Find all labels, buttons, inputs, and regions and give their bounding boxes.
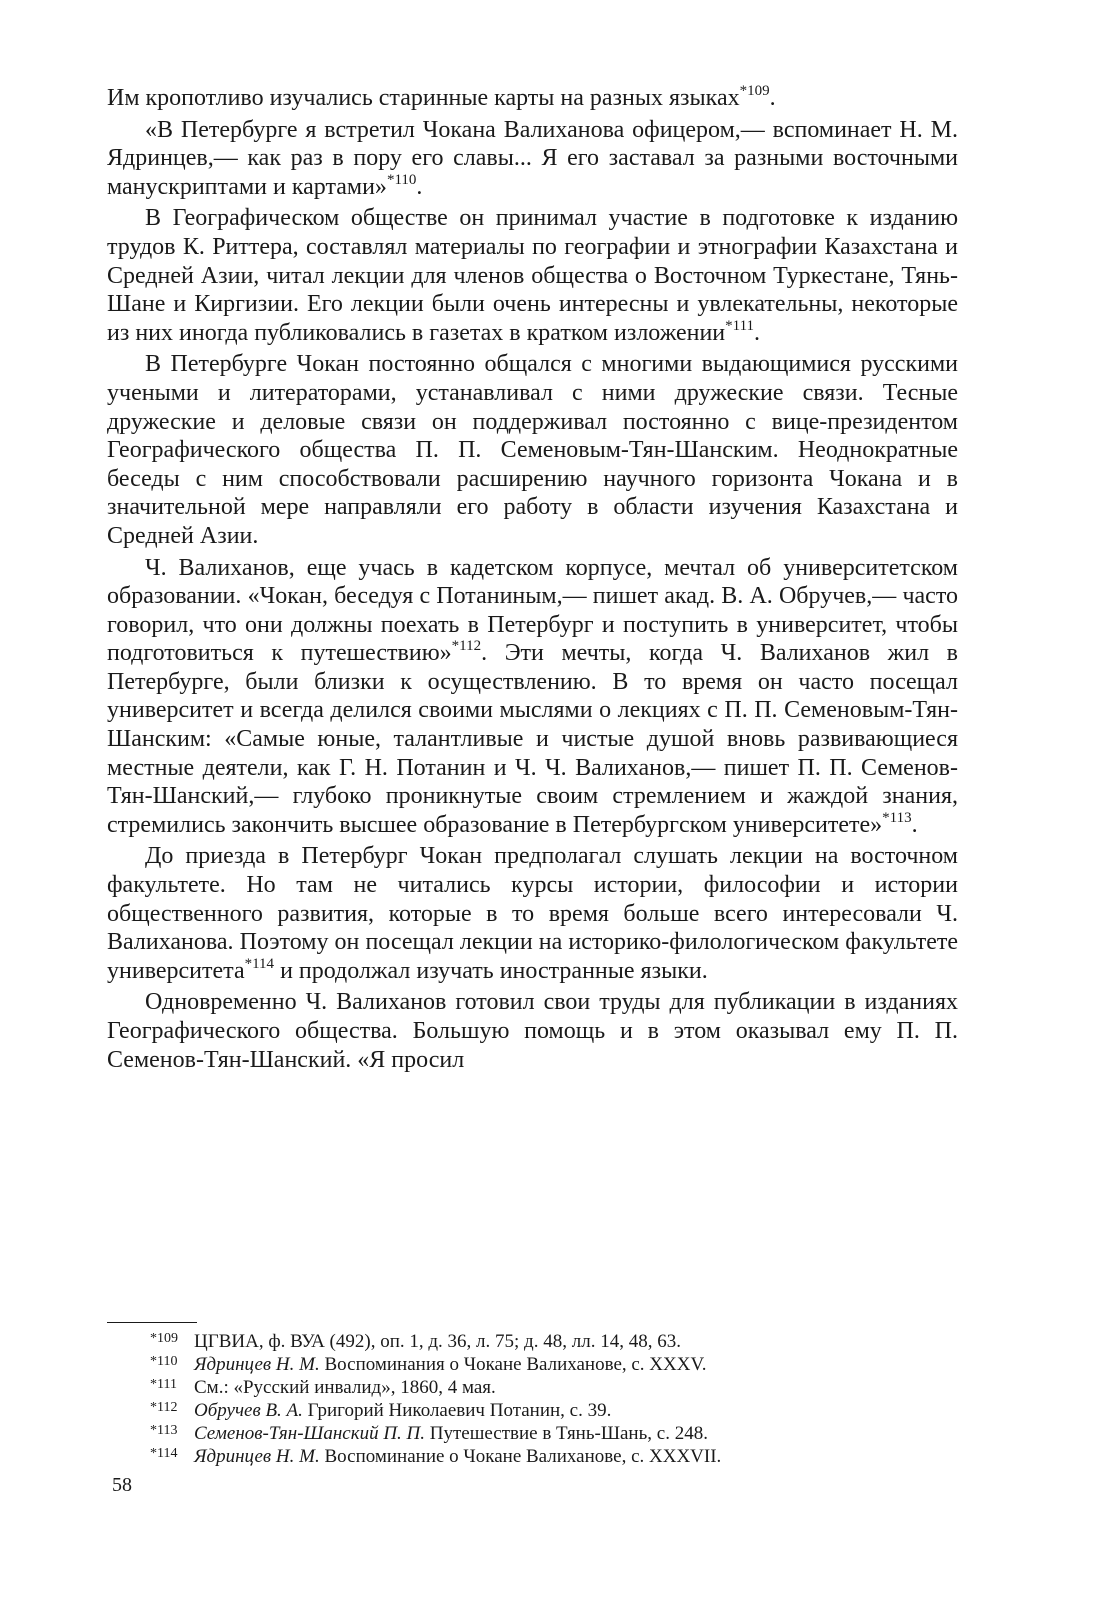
paragraph-text-tail: .	[911, 811, 918, 838]
body-text	[107, 84, 958, 1077]
footnote-ref[interactable]: *109	[739, 83, 770, 99]
footnote-text: Григорий Николаевич Потанин, с. 39.	[302, 1400, 612, 1421]
footnote-text: Воспоминания о Чокане Валиханове, с. XXXV.	[319, 1354, 707, 1375]
footnote-text: Воспоминание о Чокане Валиханове, с. XXXVII.	[319, 1446, 722, 1467]
paragraph-text: В Петербурге Чокан постоянно общался с многими выдающимися русскими учеными и литераторами, устанавливал с ними дружеские связи. Тесные дружеские и деловые связи он поддерживал постоянно с вице-президентом Географического общества П. П. Семеновым-Тян-Шанским. Неоднократные беседы с ним способствовали расширению научного горизонта Чокана и в значительной мере направляли его работу в области изучения Казахстана и Средней Азии.	[107, 351, 958, 549]
footnote-divider	[107, 1322, 197, 1323]
paragraph-text-tail: .	[769, 85, 776, 111]
paragraph-text-tail: и продолжал изучать иностранные языки.	[274, 957, 708, 984]
footnote-item: *109 ЦГВИА, ф. ВУА (492), оп. 1, д. 36, л. 75; д. 48, лл. 14, 48, 63.	[150, 1331, 681, 1352]
paragraph-text-tail: .	[416, 173, 423, 200]
paragraph-text: Одновременно Ч. Валиханов готовил свои труды для публикации в изданиях Географического общества. Большую помощь и в этом оказывал ему П. П. Семенов-Тян-Шанский. «Я просил	[107, 989, 958, 1073]
footnote-item: *110 Ядринцев Н. М. Воспоминания о Чокане Валиханове, с. XXXV.	[150, 1354, 707, 1375]
footnote-item: *113 Семенов-Тян-Шанский П. П. Путешествие в Тянь-Шань, с. 248.	[150, 1423, 708, 1444]
footnote-text: ЦГВИА, ф. ВУА (492), оп. 1, д. 36, л. 75; д. 48, лл. 14, 48, 63.	[194, 1331, 681, 1352]
footnote-text: См.: «Русский инвалид», 1860, 4 мая.	[194, 1377, 496, 1398]
paragraph-text: Ч. Валиханов, еще учась в кадетском корпусе, мечтал об университетском образовании. «Чокан, беседуя с Потаниным,— пишет акад. В. А. Обручев,— часто говорил, что они должны поехать в Петербург и поступить в университет, чтобы подготовиться к путешествию»	[107, 554, 958, 667]
paragraph-text: В Географическом обществе он принимал участие в подготовке к изданию трудов К. Риттера, составлял материалы по географии и этнографии Казахстана и Средней Азии, читал лекции для членов общества о Восточном Туркестане, Тянь-Шане и Киргизии. Его лекции были очень интересны и увлекательны, некоторые из них иногда публиковались в газетах в кратком изложении	[107, 205, 958, 346]
footnotes	[150, 1330, 950, 1468]
footnote-ref[interactable]: *113	[882, 809, 912, 826]
footnote-item: *112 Обручев В. А. Григорий Николаевич Потанин, с. 39.	[150, 1400, 612, 1421]
footnote-author: Обручев В. А.	[194, 1400, 303, 1421]
paragraph-text: Им кропотливо изучались старинные карты на разных языках	[107, 85, 740, 111]
footnote-ref[interactable]: *110	[386, 171, 417, 188]
paragraph-3	[107, 204, 958, 347]
paragraph-6	[107, 842, 958, 985]
paragraph-5	[107, 554, 958, 840]
footnote-ref[interactable]: *111	[725, 317, 755, 334]
page-number: 58	[112, 1474, 132, 1496]
footnote-ref[interactable]: *114	[244, 955, 275, 972]
footnote-text: Путешествие в Тянь-Шань, с. 248.	[425, 1423, 708, 1444]
paragraph-text: До приезда в Петербург Чокан предполагал слушать лекции на восточном факультете. Но там не читались курсы истории, философии и истории общественного развития, которые в то время больше всего интересовали Ч. Валиханова. Поэтому он посещал лекции на историко-филологическом факультете университета	[107, 843, 958, 984]
paragraph-7	[107, 988, 958, 1074]
paragraph-text-middle: . Эти мечты, когда Ч. Валиханов жил в Петербурге, были близки к осуществлению. В то время он часто посещал университет и всегда делился своими мыслями о лекциях с П. П. Семеновым-Тян-Шанским: «Самые юные, талантливые и чистые душой вновь развивающиеся местные деятели, как Г. Н. Потанин и Ч. Ч. Валиханов,— пишет П. П. Семенов-Тян-Шанский,— глубоко проникнутые своим стремлением и жаждой знания, стремились закончить высшее образование в Петербургском университете»	[107, 640, 958, 838]
footnote-ref[interactable]: *112	[451, 638, 482, 655]
paragraph-4	[107, 350, 958, 550]
paragraph-text: «В Петербурге я встретил Чокана Валиханова офицером,— вспоминает Н. М. Ядринцев,— как раз в пору его славы... Я его заставал за разными восточными манускриптами и картами»	[107, 116, 958, 200]
paragraph-1	[107, 84, 958, 113]
footnote-item: *114 Ядринцев Н. М. Воспоминание о Чокане Валиханове, с. XXXVII.	[150, 1446, 722, 1467]
footnote-author: Ядринцев Н. М.	[194, 1446, 320, 1467]
footnote-author: Ядринцев Н. М.	[194, 1354, 320, 1375]
footnote-item: *111 См.: «Русский инвалид», 1860, 4 мая.	[150, 1377, 496, 1398]
footnote-author: Семенов-Тян-Шанский П. П.	[194, 1423, 426, 1444]
paragraph-text-tail: .	[754, 319, 761, 346]
paragraph-2	[107, 116, 958, 202]
